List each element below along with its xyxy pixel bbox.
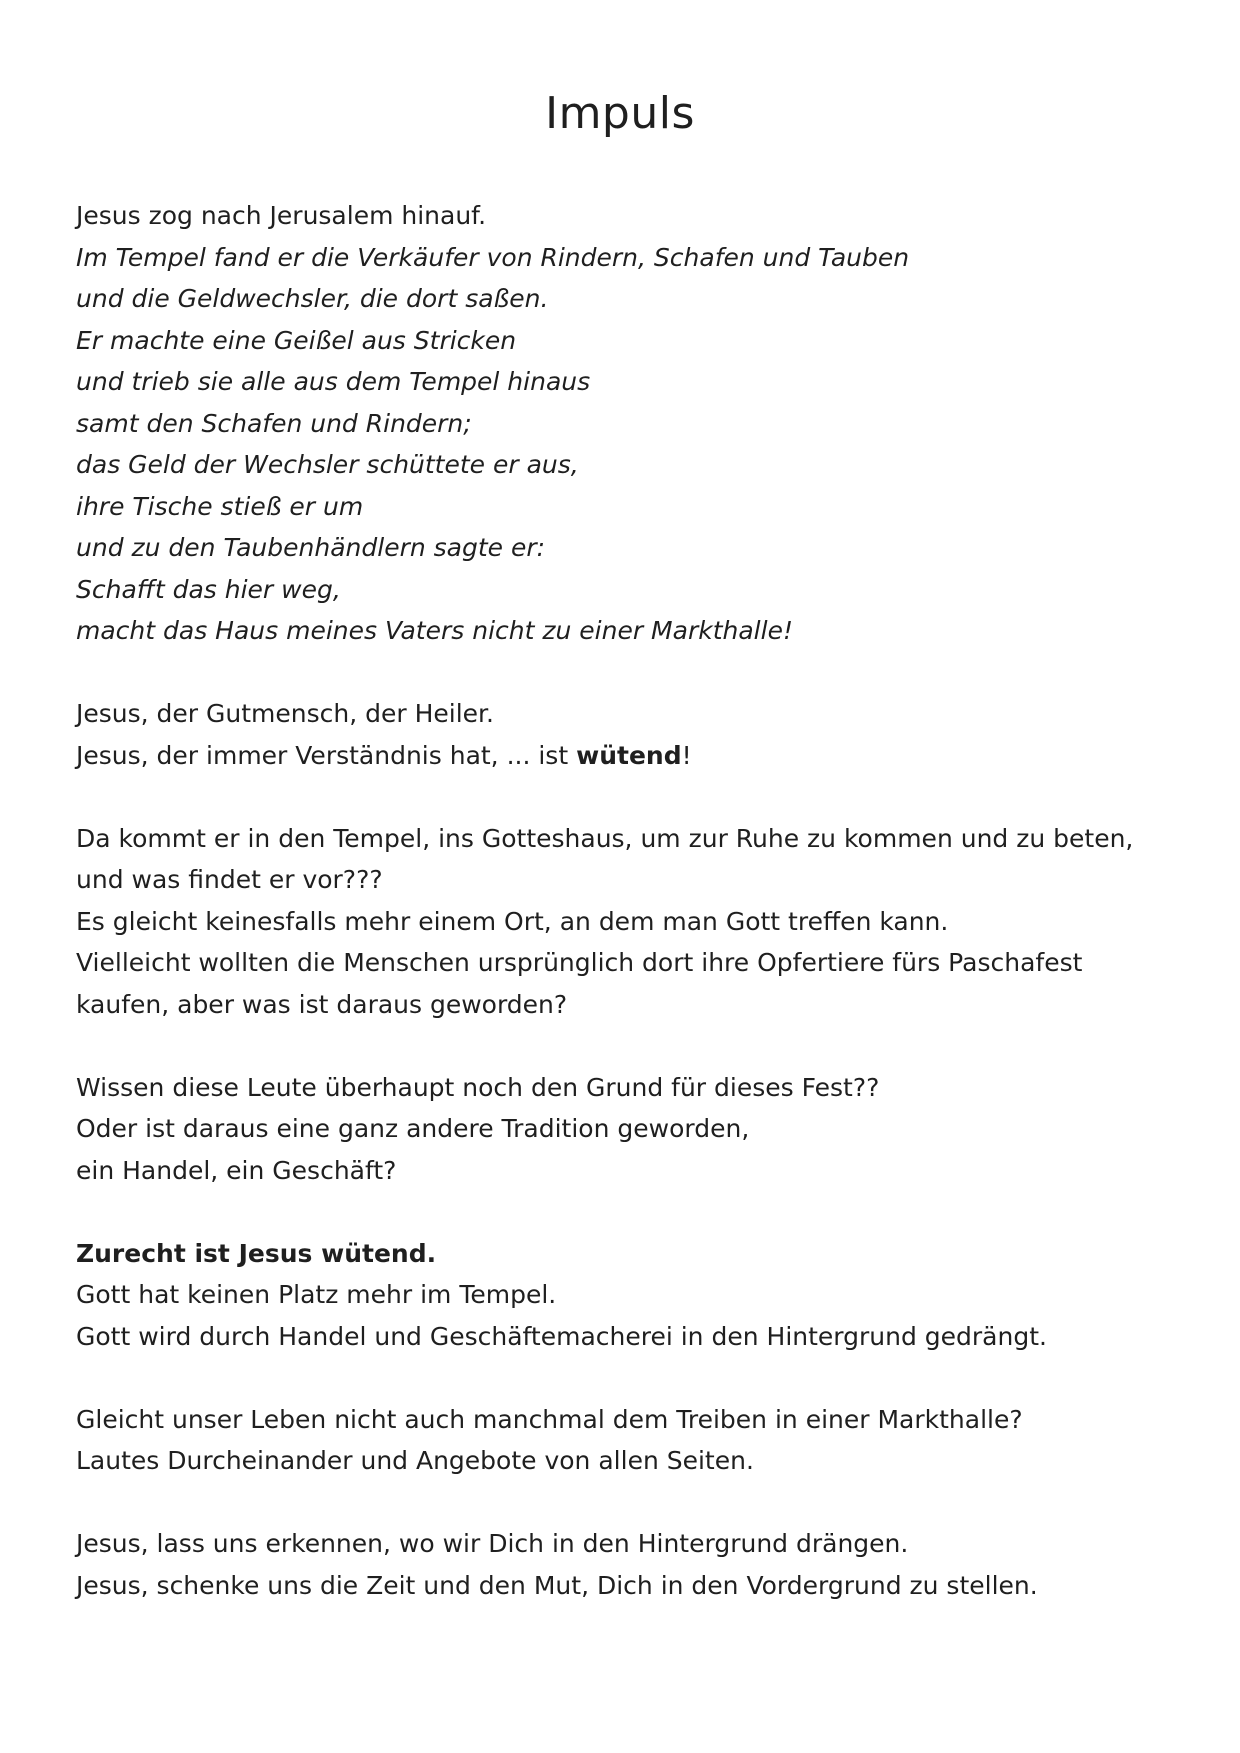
text-line: kaufen, aber was ist daraus geworden? xyxy=(76,989,568,1019)
text-line: Jesus, der Gutmensch, der Heiler. xyxy=(76,699,494,728)
scripture-line: das Geld der Wechsler schüttete er aus, xyxy=(76,450,579,479)
text-line: Gleicht unser Leben nicht auch manchmal dem Treiben in einer Markthalle? xyxy=(76,1404,1023,1434)
text-fragment: Jesus, der immer Verständnis hat, ... ist xyxy=(76,740,577,770)
paragraph-gap xyxy=(76,1482,1176,1524)
scripture-line: Er machte eine Geißel aus Stricken xyxy=(76,325,517,355)
scripture-line: macht das Haus meines Vaters nicht zu einer Markthalle! xyxy=(76,616,793,645)
document-body xyxy=(76,195,1176,1606)
paragraph-gap xyxy=(76,652,1176,694)
text-line: Jesus, lass uns erkennen, wo wir Dich in den Hintergrund drängen. xyxy=(76,1529,909,1558)
page-title: Impuls xyxy=(545,88,695,139)
scripture-line: ihre Tische stieß er um xyxy=(76,491,364,521)
section-heading: Zurecht ist Jesus wütend. xyxy=(76,1238,437,1268)
scripture-line: und zu den Taubenhändlern sagte er: xyxy=(76,533,546,562)
paragraph-fest xyxy=(76,1067,1176,1192)
paragraph-gutmensch xyxy=(76,693,1176,776)
text-line: Gott wird durch Handel und Geschäftemacherei in den Hintergrund gedrängt. xyxy=(76,1321,1047,1351)
text-line xyxy=(76,735,1176,777)
text-line: Lautes Durcheinander und Angebote von allen Seiten. xyxy=(76,1446,754,1475)
paragraph-gap xyxy=(76,1191,1176,1233)
text-fragment: ! xyxy=(681,740,692,770)
text-line: Vielleicht wollten die Menschen ursprünglich dort ihre Opfertiere fürs Paschafest xyxy=(76,948,1083,977)
paragraph-markthalle xyxy=(76,1399,1176,1482)
text-line: und was findet er vor??? xyxy=(76,865,383,894)
scripture-line: und die Geldwechsler, die dort saßen. xyxy=(76,284,549,313)
paragraph-gebet xyxy=(76,1523,1176,1606)
text-line: Da kommt er in den Tempel, ins Gotteshaus, um zur Ruhe zu kommen und zu beten, xyxy=(76,823,1134,853)
paragraph-gap xyxy=(76,776,1176,818)
scripture-line: und trieb sie alle aus dem Tempel hinaus xyxy=(76,367,591,396)
paragraph-tempel xyxy=(76,818,1176,1026)
paragraph-zurecht xyxy=(76,1233,1176,1358)
text-line: Jesus, schenke uns die Zeit und den Mut, Dich in den Vordergrund zu stellen. xyxy=(76,1570,1038,1600)
scripture-line: Jesus zog nach Jerusalem hinauf. xyxy=(76,201,487,230)
text-line: ein Handel, ein Geschäft? xyxy=(76,1155,397,1185)
text-line: Es gleicht keinesfalls mehr einem Ort, an dem man Gott treffen kann. xyxy=(76,906,949,936)
text-line: Wissen diese Leute überhaupt noch den Grund für dieses Fest?? xyxy=(76,1072,880,1102)
text-line: Gott hat keinen Platz mehr im Tempel. xyxy=(76,1280,557,1309)
emphasis-wuetend: wütend xyxy=(576,740,682,770)
scripture-line: Schafft das hier weg, xyxy=(76,574,341,604)
paragraph-gap xyxy=(76,1025,1176,1067)
scripture-line: Im Tempel fand er die Verkäufer von Rindern, Schafen und Tauben xyxy=(76,242,910,272)
paragraph-gap xyxy=(76,1357,1176,1399)
text-line: Oder ist daraus eine ganz andere Tradition geworden, xyxy=(76,1114,750,1143)
scripture-line: samt den Schafen und Rindern; xyxy=(76,408,472,438)
scripture-passage xyxy=(76,195,1176,652)
